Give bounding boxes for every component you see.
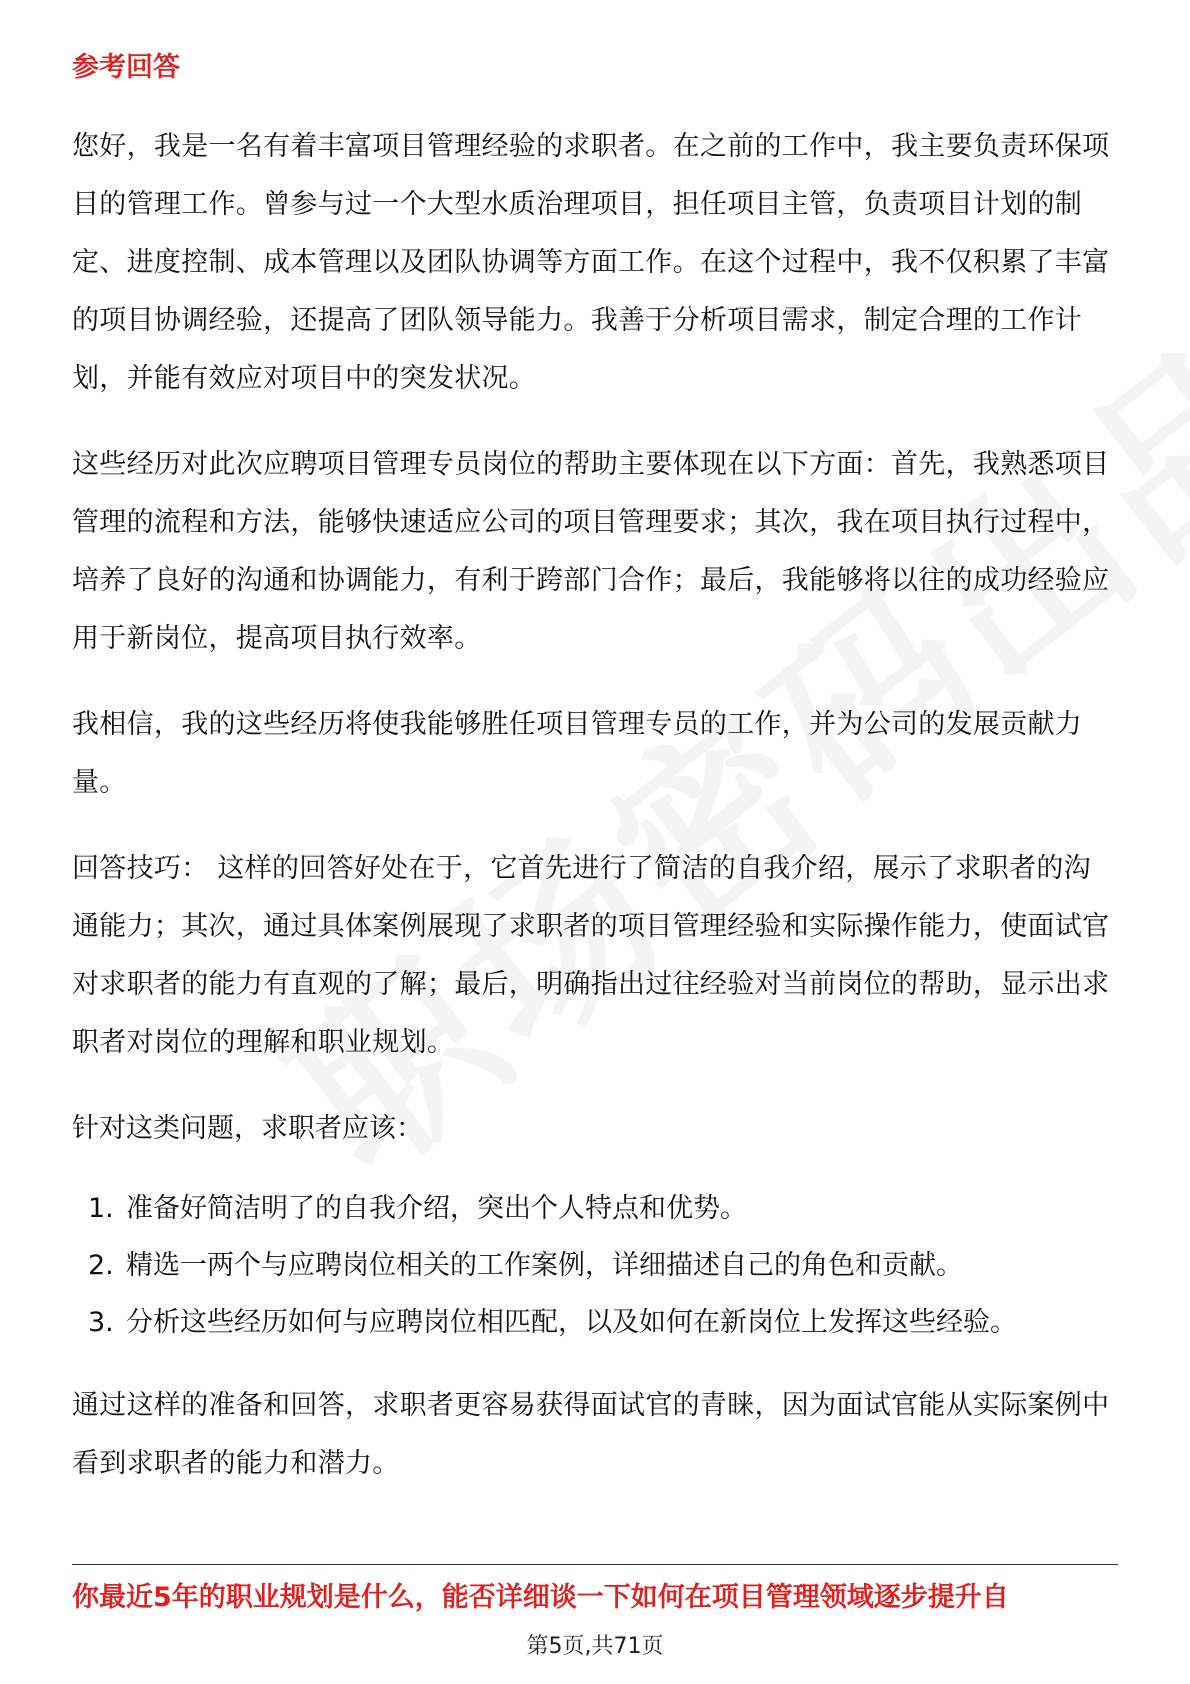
page-number: 第5页,共71页 [526, 1634, 664, 1659]
list-item-number: 2. [88, 1250, 114, 1281]
list-item-text: 分析这些经历如何与应聘岗位相匹配，以及如何在新岗位上发挥这些经验。 [126, 1307, 1017, 1338]
list-item [88, 1294, 1118, 1351]
conclusion-paragraph: 通过这样的准备和回答，求职者更容易获得面试官的青睐，因为面试官能从实际案例中看到求职者的能力和潜力。 [72, 1390, 1110, 1479]
answer-tips-paragraph: 回答技巧： 这样的回答好处在于，它首先进行了简洁的自我介绍，展示了求职者的沟通能力；其次，通过具体案例展现了求职者的项目管理经验和实际操作能力，使面试官对求职者的能力有直观的了解；最后，明确指出过往经验对当前岗位的帮助，显示出求职者对岗位的理解和职业规划。 [72, 853, 1110, 1058]
tips-list [72, 1180, 1118, 1351]
list-item-text: 准备好简洁明了的自我介绍，突出个人特点和优势。 [126, 1193, 747, 1224]
list-item [88, 1180, 1118, 1237]
list-item-number: 3. [88, 1307, 114, 1338]
page-content [72, 48, 1118, 1521]
next-question-heading: 你最近5年的职业规划是什么，能否详细谈一下如何在项目管理领域逐步提升自 [72, 1582, 1009, 1613]
list-item-text: 精选一两个与应聘岗位相关的工作案例，详细描述自己的角色和贡献。 [126, 1250, 963, 1281]
tips-intro: 针对这类问题，求职者应该： [72, 1113, 423, 1144]
answer-paragraph-3: 我相信，我的这些经历将使我能够胜任项目管理专员的工作，并为公司的发展贡献力量。 [72, 709, 1083, 798]
answer-paragraph-2: 这些经历对此次应聘项目管理专员岗位的帮助主要体现在以下方面：首先，我熟悉项目管理的流程和方法，能够快速适应公司的项目管理要求；其次，我在项目执行过程中，培养了良好的沟通和协调能力，有利于跨部门合作；最后，我能够将以往的成功经验应用于新岗位，提高项目执行效率。 [72, 449, 1110, 654]
answer-paragraph-1: 您好，我是一名有着丰富项目管理经验的求职者。在之前的工作中，我主要负责环保项目的管理工作。曾参与过一个大型水质治理项目，担任项目主管，负责项目计划的制定、进度控制、成本管理以及团队协调等方面工作。在这个过程中，我不仅积累了丰富的项目协调经验，还提高了团队领导能力。我善于分析项目需求，制定合理的工作计划，并能有效应对项目中的突发状况。 [72, 131, 1110, 394]
list-item [88, 1237, 1118, 1294]
divider [72, 1564, 1118, 1565]
section-title: 参考回答 [72, 52, 180, 83]
list-item-number: 1. [88, 1193, 114, 1224]
